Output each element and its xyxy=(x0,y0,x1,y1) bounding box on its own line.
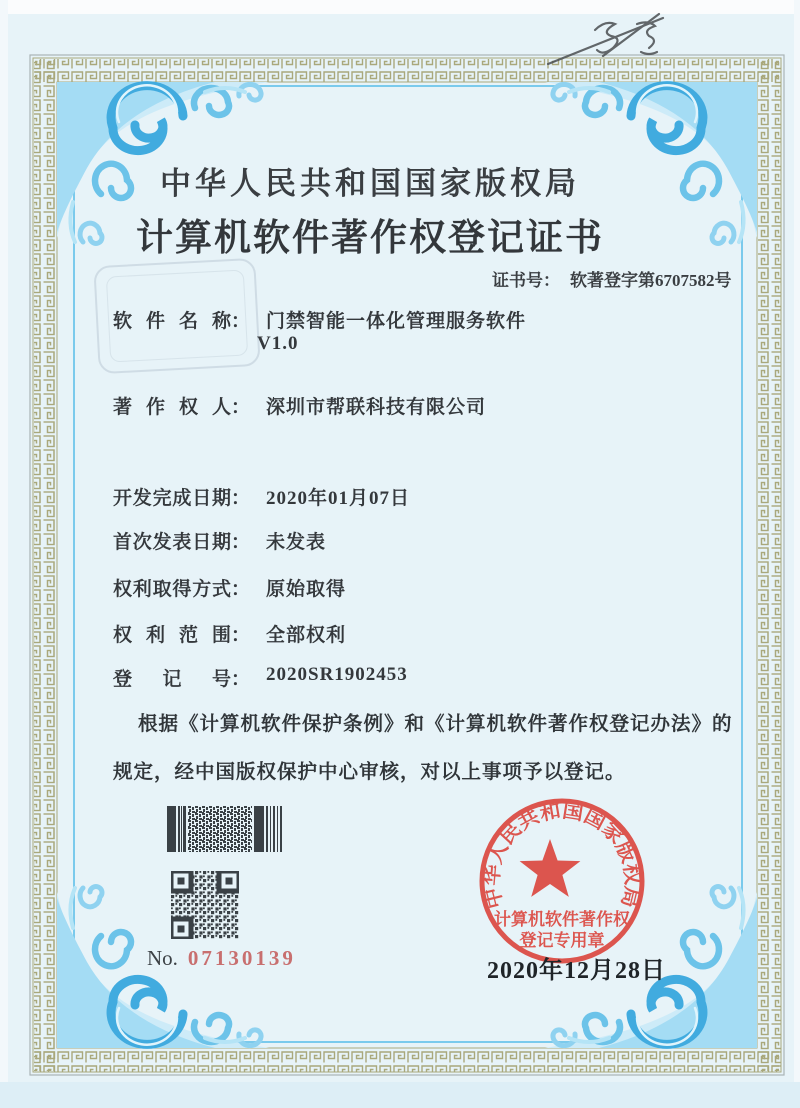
field-value: 全部权利 xyxy=(266,625,347,646)
field-label: 权利取得方式 xyxy=(113,579,231,600)
field-colon: ： xyxy=(231,488,251,509)
field-label: 著作权人 xyxy=(113,397,231,418)
field-label: 开发完成日期 xyxy=(113,488,231,509)
seal-caption-line1: 计算机软件著作权 xyxy=(494,910,630,929)
certificate-number-value: 软著登字第6707582号 xyxy=(570,271,732,290)
field-colon: ： xyxy=(231,669,251,690)
field-value: 未发表 xyxy=(266,532,327,553)
field-colon: ： xyxy=(231,397,251,418)
field-colon: ： xyxy=(231,532,251,553)
certificate-title: 计算机软件著作权登记证书 xyxy=(136,218,604,259)
authority-title: 中华人民共和国国家版权局 xyxy=(160,166,580,201)
svg-text:中华人民共和国国家版权局 xyxy=(479,798,645,911)
issue-date: 2020年12月28日 xyxy=(487,958,666,984)
field-value: 2020SR1902453 xyxy=(266,664,408,685)
field-row-software-name xyxy=(113,306,526,333)
field-row-first-publication xyxy=(113,527,326,554)
field-value: 2020年01月07日 xyxy=(266,488,411,509)
field-row-copyright-owner xyxy=(113,392,486,419)
field-row-completion-date xyxy=(113,483,410,510)
barcode xyxy=(167,806,285,852)
field-colon: ： xyxy=(231,311,251,332)
software-version: V1.0 xyxy=(257,333,299,354)
serial-number-line xyxy=(147,946,296,971)
field-label: 权利范围 xyxy=(113,625,231,646)
serial-label: No. xyxy=(147,946,178,970)
field-row-rights-scope xyxy=(113,620,346,647)
serial-number: 07130139 xyxy=(187,946,296,970)
certificate-number-line xyxy=(492,266,732,291)
field-value: 门禁智能一体化管理服务软件 xyxy=(266,311,527,332)
seal-star xyxy=(520,839,581,897)
seal-ring-text: 中华人民共和国国家版权局 xyxy=(480,799,644,911)
field-label: 登记号 xyxy=(113,669,231,690)
handwritten-annotation xyxy=(545,2,695,77)
registration-statement-line1: 根据《计算机软件保护条例》和《计算机软件著作权登记办法》的 xyxy=(138,714,733,735)
certificate-number-label: 证书号： xyxy=(492,271,560,290)
qr-code xyxy=(171,871,239,939)
field-colon: ： xyxy=(231,579,251,600)
field-row-registration-number xyxy=(113,664,408,691)
field-value: 深圳市帮联科技有限公司 xyxy=(266,397,487,418)
registration-statement-line2: 规定，经中国版权保护中心审核，对以上事项予以登记。 xyxy=(113,762,626,783)
field-colon: ： xyxy=(231,625,251,646)
field-label: 首次发表日期 xyxy=(113,532,231,553)
field-label: 软件名称 xyxy=(113,311,231,332)
seal-caption-line2: 登记专用章 xyxy=(519,931,605,950)
field-value: 原始取得 xyxy=(266,579,347,600)
field-row-acquisition-method xyxy=(113,574,346,601)
